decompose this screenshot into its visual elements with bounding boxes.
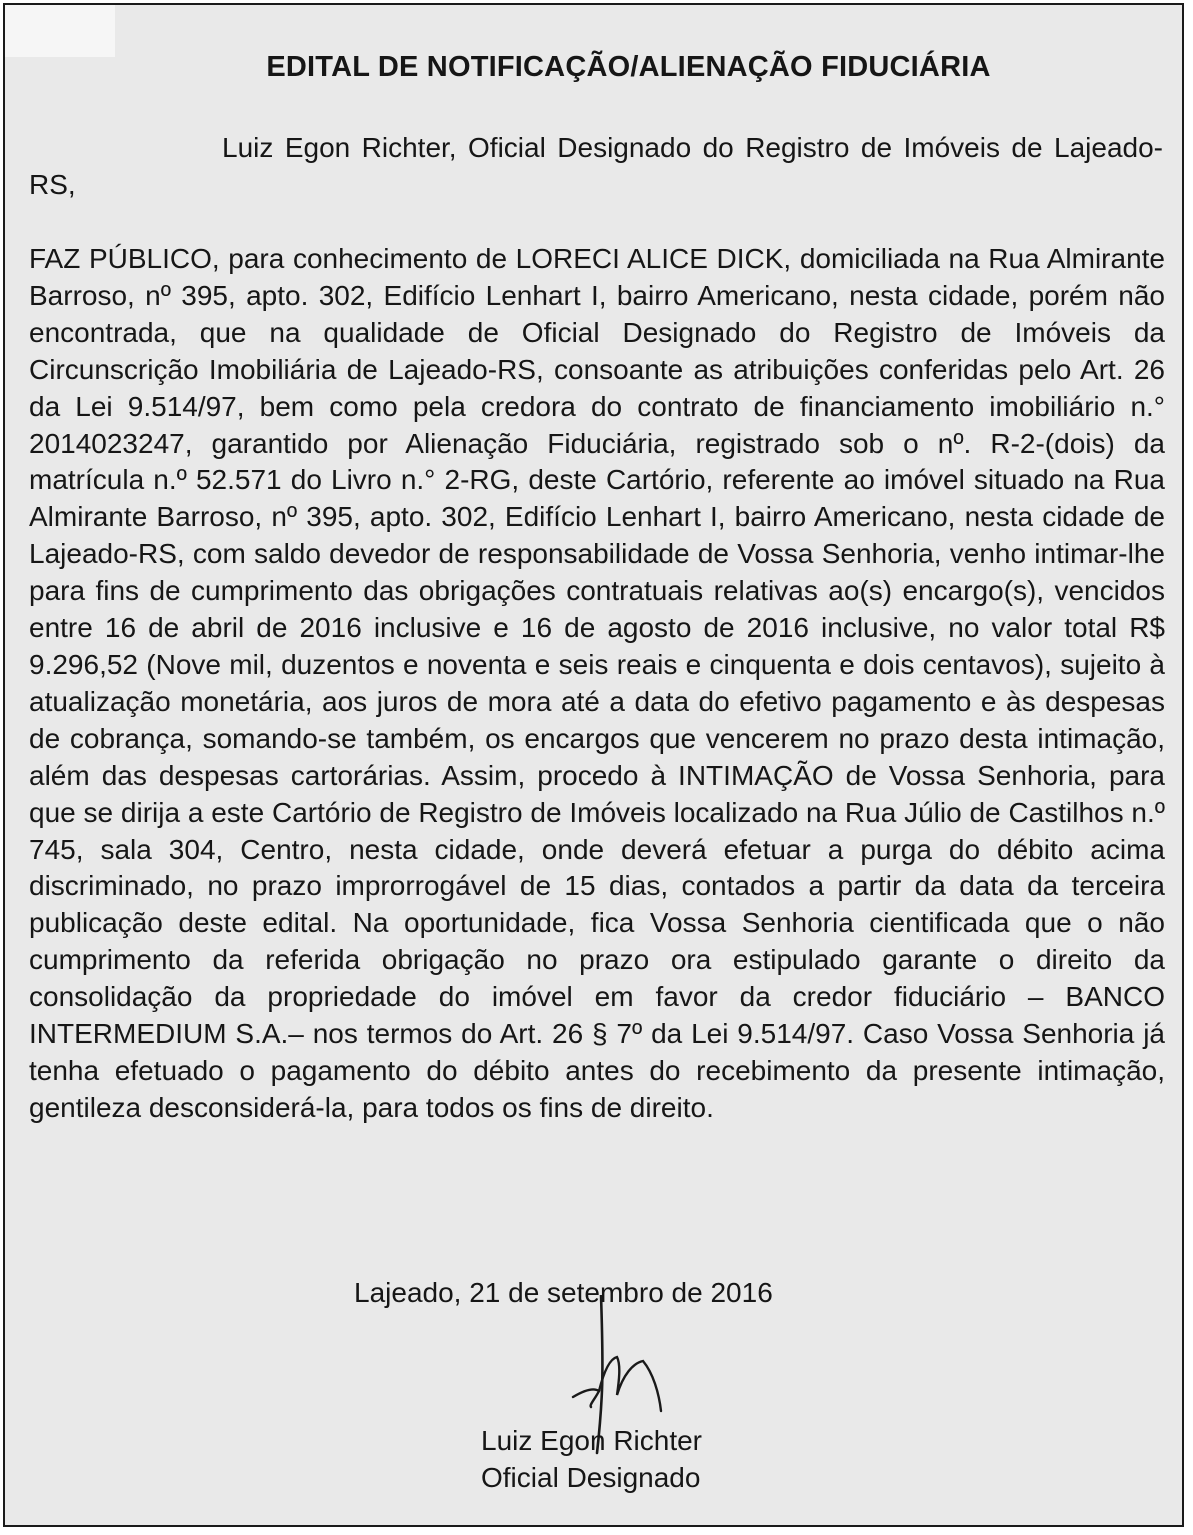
intro-paragraph	[29, 129, 1163, 203]
signatory-role: Oficial Designado	[481, 1462, 701, 1493]
notice-page	[3, 3, 1184, 1527]
notice-title: EDITAL DE NOTIFICAÇÃO/ALIENAÇÃO FIDUCIÁRIA	[266, 51, 991, 83]
intro-text: Luiz Egon Richter, Oficial Designado do Registro de Imóveis de Lajeado-RS,	[29, 132, 1163, 200]
scan-corner-patch	[5, 5, 115, 57]
signatory-name: Luiz Egon Richter	[481, 1425, 703, 1456]
body-paragraph: FAZ PÚBLICO, para conhecimento de LORECI ALICE DICK, domiciliada na Rua Almirante Barroso, nº 395, apto. 302, Edifício Lenhart I, bairro Americano, nesta cidade, porém não encontrada, que na qualidade de Oficial Designado do Registro de Imóveis da Circunscrição Imobiliária de Lajeado-RS, consoante as atribuições conferidas pelo Art. 26 da Lei 9.514/97, bem como pela credora do contrato de financiamento imobiliário n.° 2014023247, garantido por Alienação Fiduciária, registrado sob o nº. R-2-(dois) da matrícula n.º 52.571 do Livro n.° 2-RG, deste Cartório, referente ao imóvel situado na Rua Almirante Barroso, nº 395, apto. 302, Edifício Lenhart I, bairro Americano, nesta cidade de Lajeado-RS, com saldo devedor de responsabilidade de Vossa Senhoria, venho intimar-lhe para fins de cumprimento das obrigações contratuais relativas ao(s) encargo(s), vencidos entre 16 de abril de 2016 inclusive e 16 de agosto de 2016 inclusive, no valor total R$ 9.296,52 (Nove mil, duzentos e noventa e seis reais e cinquenta e dois centavos), sujeito à atualização monetária, aos juros de mora até a data do efetivo pagamento e às despesas de cobrança, somando-se também, os encargos que vencerem no prazo desta intimação, além das despesas cartorárias. Assim, procedo à INTIMAÇÃO de Vossa Senhoria, para que se dirija a este Cartório de Registro de Imóveis localizado na Rua Júlio de Castilhos n.º 745, sala 304, Centro, nesta cidade, onde deverá efetuar a purga do débito acima discriminado, no prazo improrrogável de 15 dias, contados a partir da data da terceira publicação deste edital. Na oportunidade, fica Vossa Senhoria cientificada que o não cumprimento da referida obrigação no prazo ora estipulado garante o direito da consolidação da propriedade do imóvel em favor da credor fiduciário – BANCO INTERMEDIUM S.A.– nos termos do Art. 26 § 7º da Lei 9.514/97. Caso Vossa Senhoria já tenha efetuado o pagamento do débito antes do recebimento da presente intimação, gentileza desconsiderá-la, para todos os fins de direito.	[29, 243, 1165, 1123]
date-line: Lajeado, 21 de setembro de 2016	[354, 1277, 773, 1308]
